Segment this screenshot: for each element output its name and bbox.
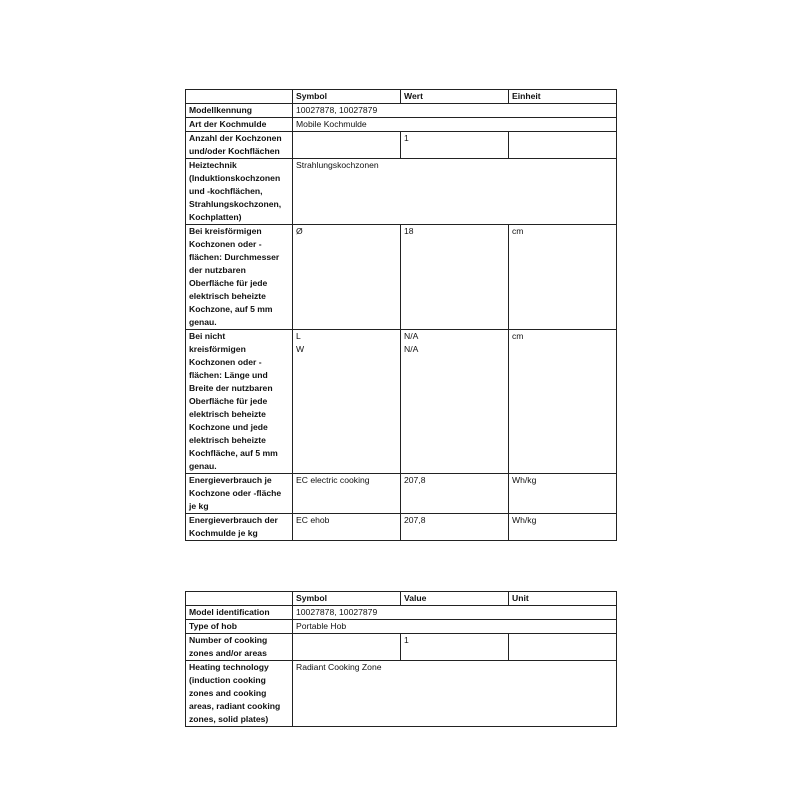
header-cell: Value (401, 592, 509, 606)
row-label: Bei nicht kreisförmigen Kochzonen oder - flächen: Länge und Breite der nutzbaren Oberfläche für jede elektrisch beheizte Kochzone und jede elektrisch beheizte Kochfläche, auf 5 mm genau. (186, 330, 293, 474)
english-spec-table (185, 591, 617, 727)
symbol-cell: L W (293, 330, 401, 474)
header-cell: Symbol (293, 90, 401, 104)
row-value: 10027878, 10027879 (293, 606, 617, 620)
row-label: Energieverbrauch der Kochmulde je kg (186, 514, 293, 541)
row-label: Heiztechnik (Induktionskochzonen und -kochflächen, Strahlungskochzonen, Kochplatten) (186, 159, 293, 225)
table-row (186, 132, 617, 159)
table-header-row (186, 90, 617, 104)
header-cell (186, 90, 293, 104)
row-value: Portable Hob (293, 620, 617, 634)
german-spec-table (185, 89, 617, 541)
symbol-cell (293, 132, 401, 159)
symbol-cell: EC ehob (293, 514, 401, 541)
row-value: 10027878, 10027879 (293, 104, 617, 118)
table-row (186, 634, 617, 661)
table-header-row (186, 592, 617, 606)
symbol-cell: Ø (293, 225, 401, 330)
table-row (186, 620, 617, 634)
row-label: Model identification (186, 606, 293, 620)
symbol-cell: EC electric cooking (293, 474, 401, 514)
value-cell: N/A N/A (401, 330, 509, 474)
value-cell: 1 (401, 634, 509, 661)
table-row (186, 104, 617, 118)
row-label: Heating technology (induction cooking zones and cooking areas, radiant cooking zones, solid plates) (186, 661, 293, 727)
table-row (186, 118, 617, 132)
value-cell: 207,8 (401, 474, 509, 514)
row-label: Modellkennung (186, 104, 293, 118)
unit-cell: Wh/kg (509, 474, 617, 514)
header-cell (186, 592, 293, 606)
row-label: Number of cooking zones and/or areas (186, 634, 293, 661)
table-row (186, 474, 617, 514)
header-cell: Wert (401, 90, 509, 104)
row-label: Anzahl der Kochzonen und/oder Kochflächen (186, 132, 293, 159)
unit-cell: cm (509, 225, 617, 330)
table-row (186, 661, 617, 727)
row-label: Type of hob (186, 620, 293, 634)
value-cell: 207,8 (401, 514, 509, 541)
row-value: Strahlungskochzonen (293, 159, 617, 225)
unit-cell (509, 634, 617, 661)
table-row (186, 225, 617, 330)
unit-cell: cm (509, 330, 617, 474)
row-value: Radiant Cooking Zone (293, 661, 617, 727)
unit-cell (509, 132, 617, 159)
row-label: Art der Kochmulde (186, 118, 293, 132)
table-row (186, 330, 617, 474)
symbol-cell (293, 634, 401, 661)
row-label: Bei kreisförmigen Kochzonen oder - flächen: Durchmesser der nutzbaren Oberfläche für jede elektrisch beheizte Kochzone, auf 5 mm genau. (186, 225, 293, 330)
row-label: Energieverbrauch je Kochzone oder -fläche je kg (186, 474, 293, 514)
header-cell: Unit (509, 592, 617, 606)
table-row (186, 514, 617, 541)
table-row (186, 606, 617, 620)
unit-cell: Wh/kg (509, 514, 617, 541)
row-value: Mobile Kochmulde (293, 118, 617, 132)
header-cell: Einheit (509, 90, 617, 104)
value-cell: 1 (401, 132, 509, 159)
header-cell: Symbol (293, 592, 401, 606)
value-cell: 18 (401, 225, 509, 330)
table-row (186, 159, 617, 225)
